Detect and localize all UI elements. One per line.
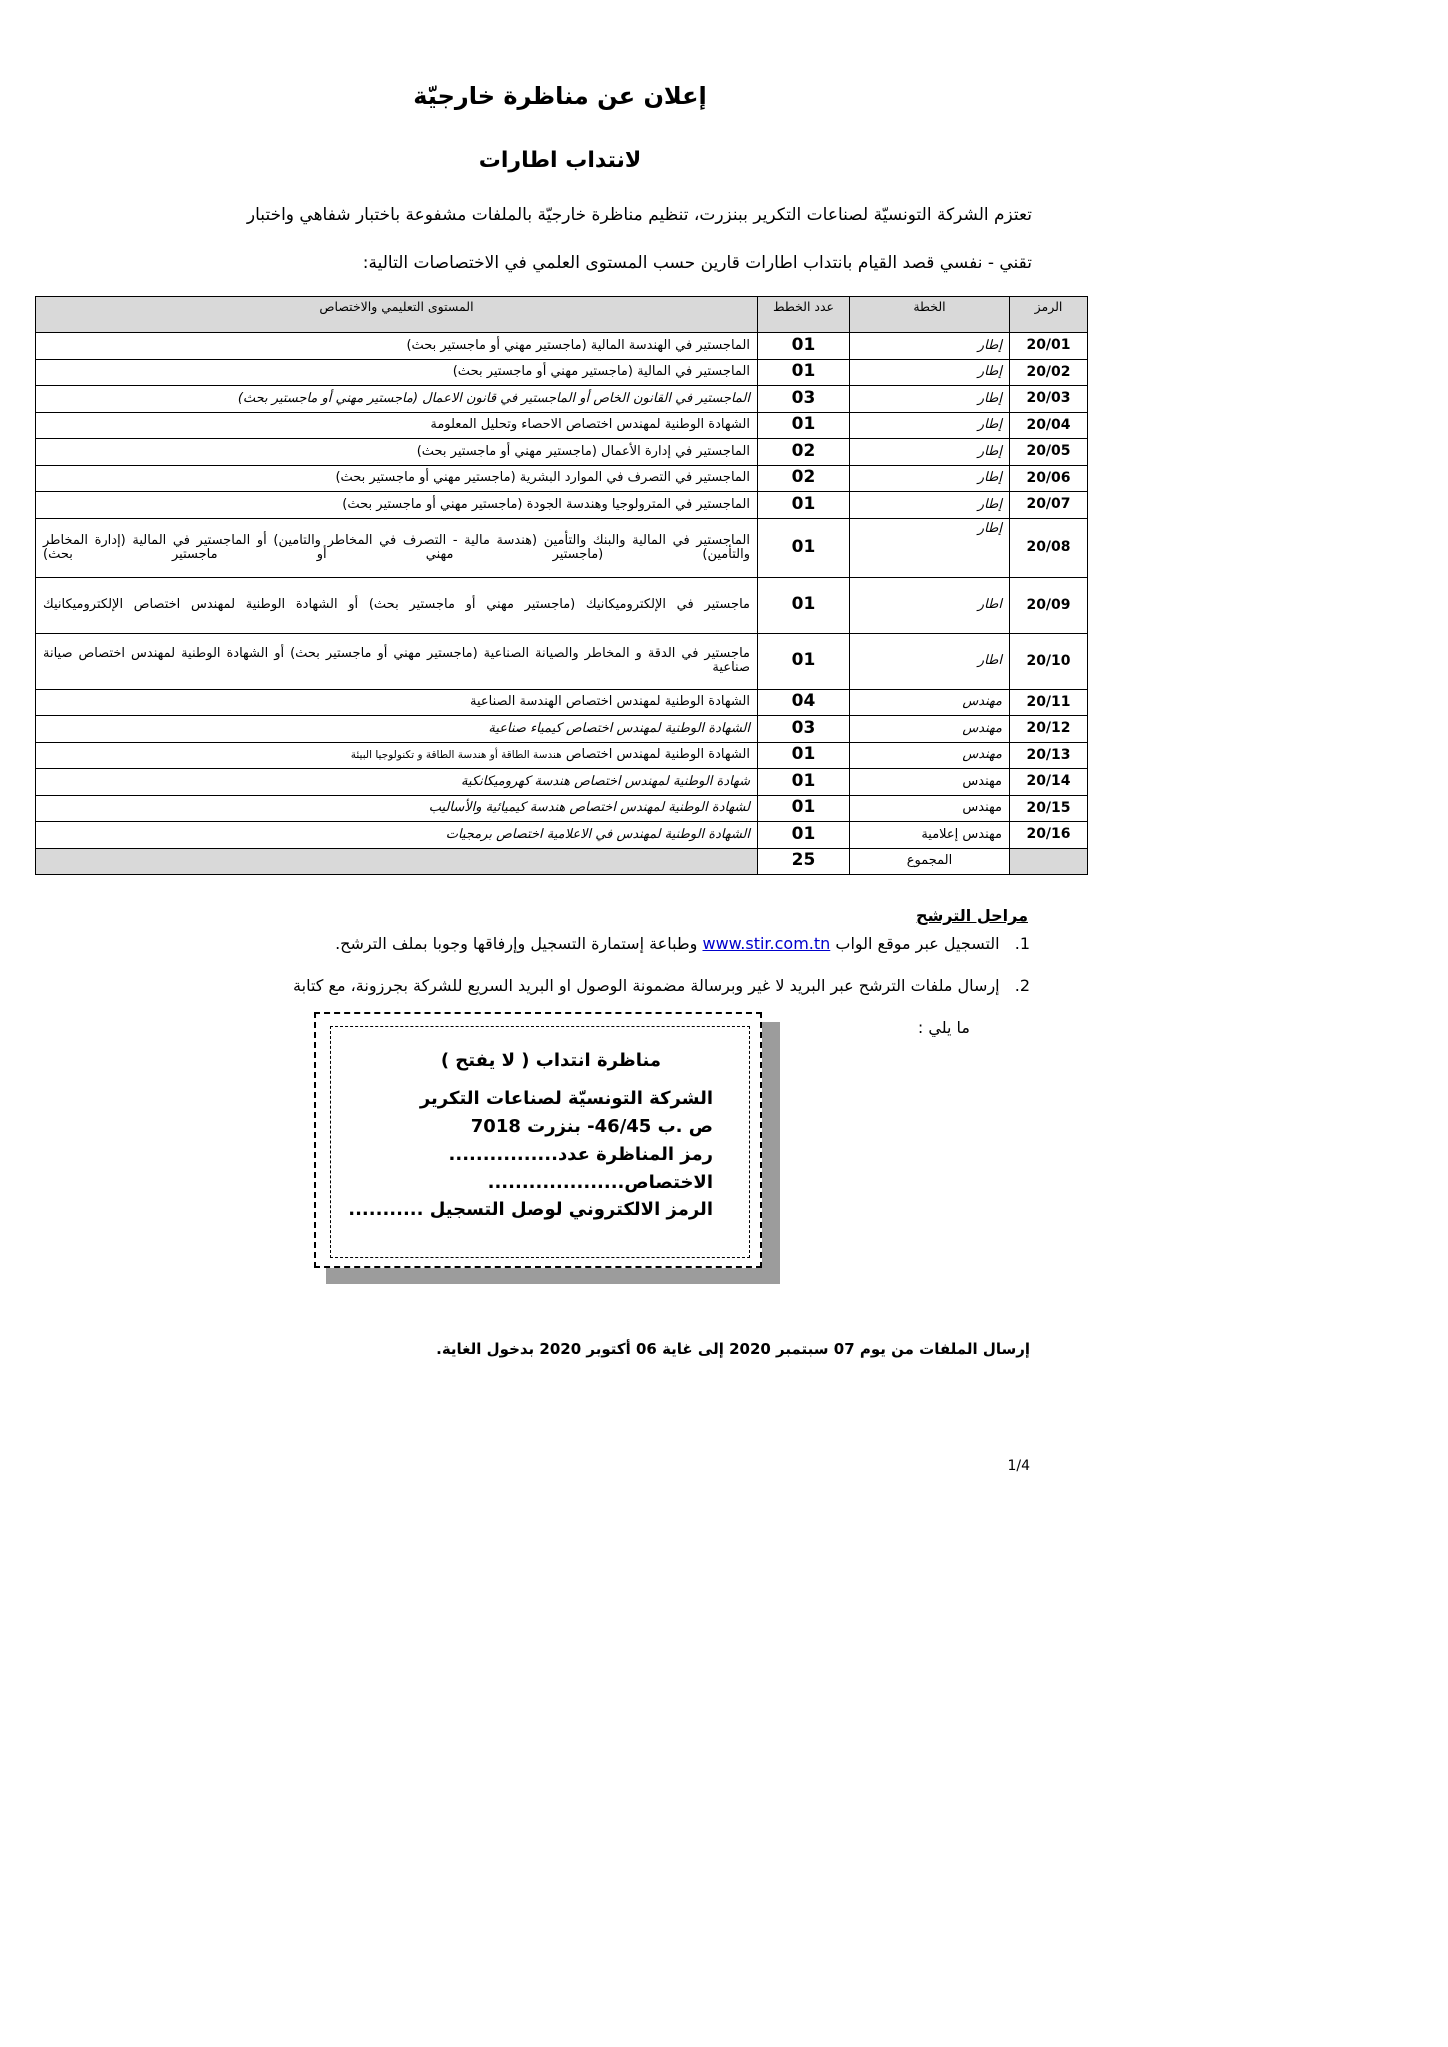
header-count: عدد الخطط [758,297,850,333]
row-count: 01 [758,822,850,849]
intro-line-1: تعتزم الشركة التونسيّة لصناعات التكرير ببنزرت، تنظيم مناظرة خارجيّة بالملفات مشفوعة باختبار شفاهي واختبار [246,205,1032,225]
row-count: 01 [758,742,850,769]
row-count: 03 [758,716,850,743]
row-grade: اطار [850,577,1010,633]
row-grade: مهندس إعلامية [850,822,1010,849]
row-specialty: الماجستير في المالية (ماجستير مهني أو ماجستير بحث) [36,359,758,386]
row-code: 20/14 [1010,769,1088,796]
envelope-line-1: مناظرة انتداب ( لا يفتح ) [440,1050,661,1071]
row-specialty: ماجستير في الدقة و المخاطر والصيانة الصناعية (ماجستير مهني أو ماجستير بحث) أو الشهادة الوطنية لمهندس اختصاص صيانة صناعية [36,633,758,689]
step-2-text: إرسال ملفات الترشح عبر البريد لا غير وبرسالة مضمونة الوصول او البريد السريع للشركة بجرزونة، مع كتابة [293,976,1000,995]
row-code: 20/15 [1010,795,1088,822]
table-row [36,742,1088,769]
row-grade: إطار [850,359,1010,386]
row-code: 20/03 [1010,386,1088,413]
table-row [36,333,1088,360]
table-row [36,769,1088,796]
step-1-text-after: وطباعة إستمارة التسجيل وإرفاقها وجوبا بملف الترشح. [335,934,698,953]
row-specialty: الماجستير في المترولوجيا وهندسة الجودة (ماجستير مهني أو ماجستير بحث) [36,492,758,519]
table-row [36,689,1088,716]
row-specialty: الشهادة الوطنية لمهندس اختصاص الهندسة الصناعية [36,689,758,716]
table-row [36,518,1088,577]
table-row [36,822,1088,849]
row-grade: إطار [850,518,1010,577]
positions-table [35,296,1088,875]
envelope-line-6: الرمز الالكتروني لوصل التسجيل ........... [348,1199,713,1221]
row-code: 20/09 [1010,577,1088,633]
row-count: 01 [758,492,850,519]
row-specialty-main: الشهادة الوطنية لمهندس اختصاص [565,747,750,763]
row-specialty: لشهادة الوطنية لمهندس اختصاص هندسة كيميائية والأساليب [36,795,758,822]
table-row [36,795,1088,822]
row-code: 20/02 [1010,359,1088,386]
step-1-text-before: التسجيل عبر موقع الواب [835,934,1000,953]
row-grade: مهندس [850,689,1010,716]
page-subtitle: لانتداب اطارات [478,148,642,173]
row-code: 20/10 [1010,633,1088,689]
table-row [36,386,1088,413]
header-code: الرمز [1010,297,1088,333]
row-count: 02 [758,465,850,492]
row-specialty-detail: هندسة الطاقة أو هندسة الطاقة و تكنولوجيا البيئة [350,749,562,762]
page-title: إعلان عن مناظرة خارجيّة [413,82,707,110]
table-total-row [36,848,1088,875]
row-specialty: الشهادة الوطنية لمهندس اختصاص الاحصاء وتحليل المعلومة [36,412,758,439]
row-count: 04 [758,689,850,716]
row-grade: اطار [850,633,1010,689]
row-code: 20/13 [1010,742,1088,769]
row-specialty: الماجستير في التصرف في الموارد البشرية (ماجستير مهني أو ماجستير بحث) [36,465,758,492]
page-number: 1/4 [1007,1458,1030,1474]
envelope-line-4: رمز المناظرة عدد................ [448,1143,713,1165]
header-grade: الخطة [850,297,1010,333]
row-count: 01 [758,518,850,577]
row-count: 01 [758,577,850,633]
row-specialty: الماجستير في المالية والبنك والتأمين (هندسة مالية - التصرف في المخاطر والتامين) أو الماجستير في المالية (إدارة المخاطر والتأمين) (ماجستير مهني أو ماجستير بحث) [36,518,758,577]
row-count: 03 [758,386,850,413]
row-grade: مهندس [850,795,1010,822]
row-count: 01 [758,769,850,796]
step-2 [293,976,1030,995]
row-grade: إطار [850,439,1010,466]
row-specialty: الشهادة الوطنية لمهندس اختصاص كيمياء صناعية [36,716,758,743]
table-row [36,465,1088,492]
table-row [36,633,1088,689]
step-2-number: 2. [1014,976,1030,995]
total-label: المجموع [850,848,1010,875]
row-grade: إطار [850,333,1010,360]
deadline-text: إرسال الملفات من يوم 07 سبتمبر 2020 إلى غاية 06 أكتوبر 2020 بدخول الغاية. [436,1340,1030,1358]
row-grade: إطار [850,465,1010,492]
row-grade: مهندس [850,769,1010,796]
row-grade: مهندس [850,716,1010,743]
header-specialty: المستوى التعليمي والاختصاص [36,297,758,333]
row-grade: إطار [850,492,1010,519]
table-row [36,412,1088,439]
table-row [36,359,1088,386]
row-code: 20/01 [1010,333,1088,360]
row-count: 01 [758,412,850,439]
table-row [36,439,1088,466]
step-1 [335,934,1030,953]
row-code: 20/05 [1010,439,1088,466]
step-1-number: 1. [1014,934,1030,953]
website-link[interactable]: www.stir.com.tn [702,934,831,953]
envelope-line-2: الشركة التونسيّة لصناعات التكرير [419,1087,713,1109]
row-grade: إطار [850,412,1010,439]
row-code: 20/12 [1010,716,1088,743]
table-row [36,492,1088,519]
envelope-line-3: ص .ب 46/45- بنزرت 7018 [470,1115,713,1137]
row-code: 20/04 [1010,412,1088,439]
row-specialty: الشهادة الوطنية لمهندس في الاعلامية اختصاص برمجيات [36,822,758,849]
envelope-label [330,1026,750,1258]
row-count: 01 [758,359,850,386]
row-grade: إطار [850,386,1010,413]
envelope-line-5: الاختصاص.................... [487,1171,713,1193]
row-specialty: الماجستير في إدارة الأعمال (ماجستير مهني أو ماجستير بحث) [36,439,758,466]
row-count: 01 [758,633,850,689]
row-count: 01 [758,333,850,360]
table-header-row [36,297,1088,333]
row-count: 02 [758,439,850,466]
row-code: 20/11 [1010,689,1088,716]
total-empty-cell [36,848,758,875]
total-value: 25 [758,848,850,875]
intro-line-2: تقني - نفسي قصد القيام بانتداب اطارات قارين حسب المستوى العلمي في الاختصاصات التالية: [362,253,1032,273]
steps-heading: مراحل الترشح [916,906,1028,925]
row-specialty: الماجستير في الهندسة المالية (ماجستير مهني أو ماجستير بحث) [36,333,758,360]
total-empty-cell [1010,848,1088,875]
row-specialty: الماجستير في القانون الخاص أو الماجستير في قانون الاعمال (ماجستير مهني أو ماجستير بحث) [36,386,758,413]
row-specialty: ماجستير في الإلكتروميكانيك (ماجستير مهني أو ماجستير بحث) أو الشهادة الوطنية لمهندس اختصاص الإلكتروميكانيك [36,577,758,633]
row-code: 20/07 [1010,492,1088,519]
row-specialty: شهادة الوطنية لمهندس اختصاص هندسة كهروميكانكية [36,769,758,796]
row-grade: مهندس [850,742,1010,769]
table-row [36,716,1088,743]
row-code: 20/06 [1010,465,1088,492]
row-code: 20/08 [1010,518,1088,577]
step-2-continuation: ما يلي : [917,1018,970,1037]
row-code: 20/16 [1010,822,1088,849]
row-specialty [36,742,758,769]
row-count: 01 [758,795,850,822]
table-row [36,577,1088,633]
